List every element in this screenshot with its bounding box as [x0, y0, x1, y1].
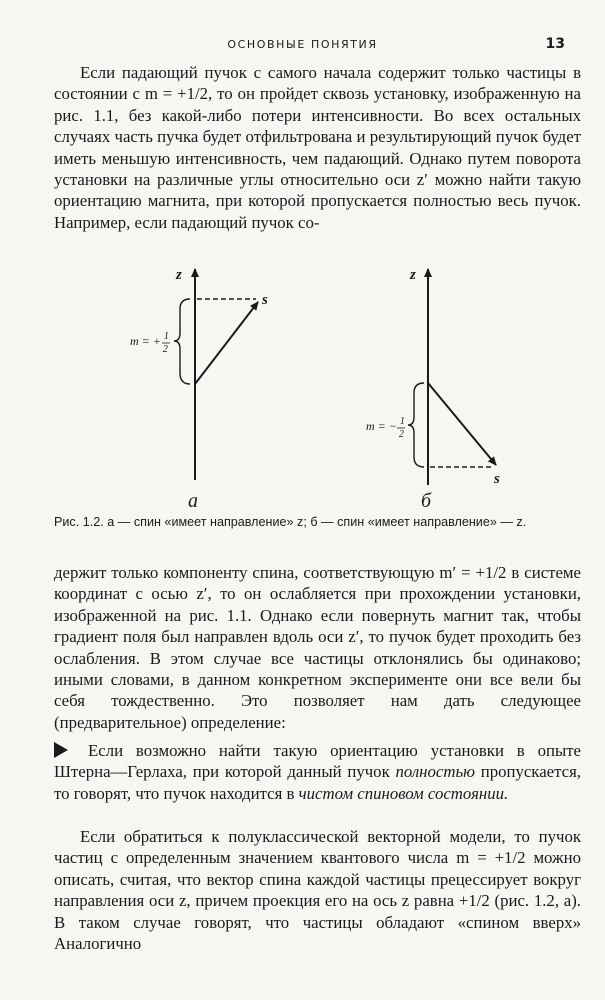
m-label-a: m = + $^1$ 2	[130, 331, 169, 355]
brace-a	[174, 299, 190, 384]
definition-text	[54, 740, 581, 804]
panel-label-a: а	[188, 490, 198, 512]
axis-label-b: z	[410, 267, 416, 283]
paragraph-2-text: держит только компоненту спина, соответствующую m′ = +1/2 в системе координат с осью z′, то он ослабляется при прохождении установки, изображенной на рис. 1.1. Однако если повернуть магнит так, чтобы градиент поля был направлен вдоль оси z′, то пучок будет проходить без ослабления. В этом случае все частицы отклонялись бы одинаково; иными словами, в данном конкретном эксперименте они все вели бы себя тождественно. Это позволяет нам дать следующее (предварительное) определение:	[54, 563, 581, 732]
paragraph-2	[54, 562, 581, 733]
definition-marker-icon	[54, 742, 68, 758]
definition-part-1: Если возможно найти такую ориентацию установки в опыте Штерна—Герлаха, при которой данный пучок	[54, 741, 581, 782]
panel-a	[130, 267, 268, 512]
axis-label-a: z	[176, 267, 182, 283]
figure-1-2	[0, 255, 605, 515]
running-title: ОСНОВНЫЕ ПОНЯТИЯ	[227, 38, 378, 51]
spin-diagram	[0, 255, 605, 515]
page-header	[0, 38, 605, 58]
definition-block	[54, 740, 581, 804]
paragraph-4	[54, 826, 581, 954]
figure-caption: Рис. 1.2. а — спин «имеет направление» z; б — спин «имеет направление» — z.	[54, 515, 527, 529]
paragraph-4-text: Если обратиться к полуклассической векторной модели, то пучок частиц с определенным значением квантового числа m = +1/2 можно описать, считая, что вектор спина каждой частицы прецессирует вокруг направления оси z, причем проекция его на ось z равна +1/2 (рис. 1.2, a). В таком случае говорят, что частицы обладают «спином вверх» Аналогично	[54, 827, 581, 954]
panel-label-b: б	[421, 490, 432, 512]
paragraph-1	[54, 62, 581, 233]
definition-italic-2: чистом спиновом состоянии.	[298, 783, 509, 803]
definition-italic-1: полностью	[395, 762, 475, 782]
m-label-b: m = − $^1$ 2	[366, 416, 405, 440]
vector-label-b: s	[494, 471, 500, 487]
page-number: 13	[545, 36, 565, 52]
brace-b	[408, 383, 424, 467]
spin-vector-a	[195, 302, 258, 384]
panel-b	[366, 267, 500, 512]
paragraph-1-text: Если падающий пучок с самого начала содержит только частицы в состоянии с m = +1/2, то он пройдет сквозь установку, изображенную на рис. 1.1, без какой-либо потери интенсивности. Во всех остальных случаях часть пучка будет отфильтрована и результирующий пучок будет иметь меньшую интенсивность, чем падающий. Однако путем поворота установки на различные углы относительно оси z′ можно найти такую ориентацию магнита, при которой пропускается полностью весь пучок. Например, если падающий пучок со-	[54, 63, 581, 232]
definition-part-2: пропускается, то говорят, что пучок находится в	[54, 762, 581, 803]
vector-label-a: s	[262, 292, 268, 308]
spin-vector-b	[428, 383, 496, 465]
